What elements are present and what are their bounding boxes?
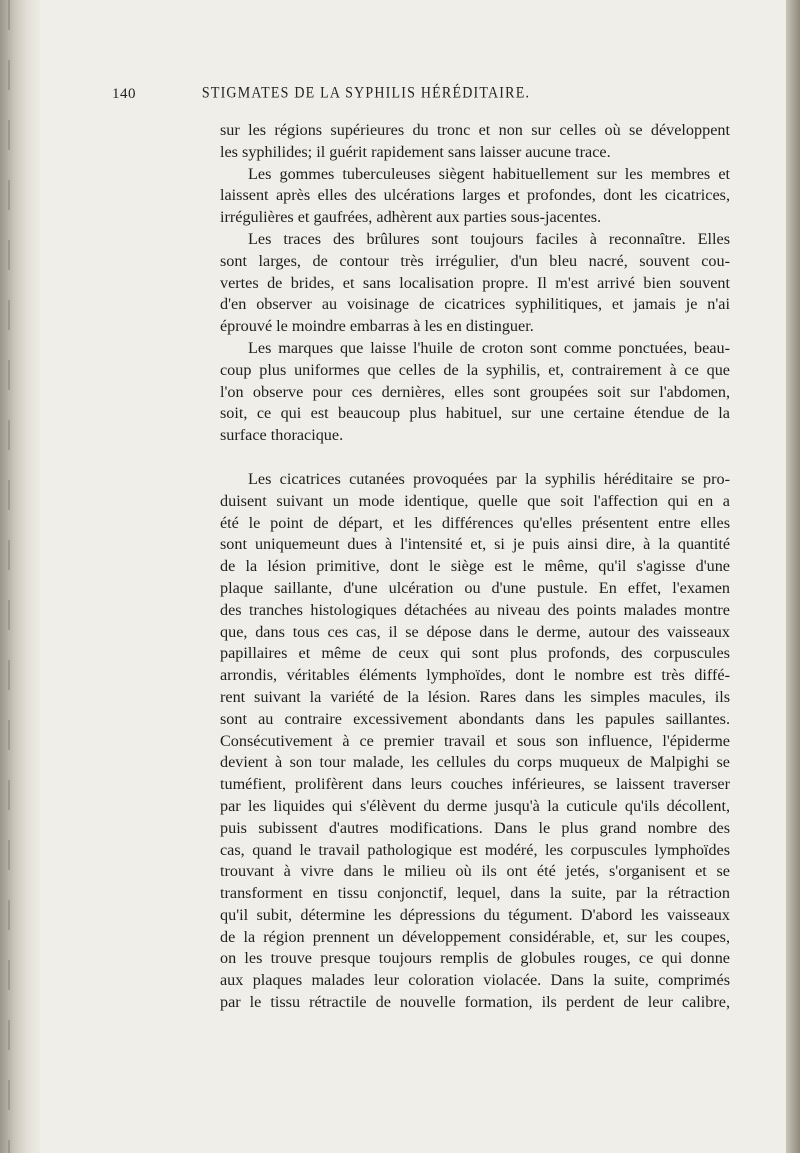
text-line: les syphilides; il guérit rapidement sans laisser aucune trace. xyxy=(220,142,611,161)
text-line: rent suivant la variété de la lésion. Rares dans les simples macules, ils xyxy=(220,687,730,706)
paragraph xyxy=(220,469,730,1014)
text-line: duisent suivant un mode identique, quelle que soit l'affection qui en a xyxy=(220,491,730,510)
text-line: de la lésion primitive, dont le siège est le même, qu'il s'agisse d'une xyxy=(220,557,730,576)
text-line: de la région prennent un développement considérable, et, sur les coupes, xyxy=(220,927,730,946)
text-line: qu'il subit, détermine les dépressions du tégument. D'abord les vaisseaux xyxy=(220,905,730,924)
text-line: plaque saillante, d'une ulcération ou d'une pustule. En effet, l'examen xyxy=(220,578,730,597)
text-line: Consécutivement à ce premier travail et sous son influence, l'épiderme xyxy=(220,731,730,750)
text-line: sont au contraire excessivement abondants dans les papules saillantes. xyxy=(220,709,730,728)
text-line: sont larges, de contour très irrégulier, d'un bleu nacré, souvent cou- xyxy=(220,251,730,270)
text-line: sur les régions supérieures du tronc et non sur celles où se développent xyxy=(220,121,730,139)
text-line: éprouvé le moindre embarras à les en distinguer. xyxy=(220,317,534,336)
text-line: soit, ce qui est beaucoup plus habituel, sur une certaine étendue de la xyxy=(220,404,730,423)
text-line: laissent après elles des ulcérations larges et profondes, dont les cicatrices, xyxy=(220,186,730,205)
text-line: trouvant à vivre dans le milieu où ils ont été jetés, s'organisent et se xyxy=(220,862,730,881)
paragraph xyxy=(220,164,730,229)
text-line: par les liquides qui s'élèvent du derme jusqu'à la cuticule qu'ils décollent, xyxy=(220,796,730,815)
text-line: par le tissu rétractile de nouvelle formation, ils perdent de leur calibre, xyxy=(220,993,730,1012)
running-title: STIGMATES DE LA SYPHILIS HÉRÉDITAIRE. xyxy=(201,85,531,102)
paragraph-gap xyxy=(220,447,730,469)
text-line: irrégulières et gaufrées, adhèrent aux parties sous-jacentes. xyxy=(220,208,602,227)
text-line: puis subissent d'autres modifications. Dans le plus grand nombre des xyxy=(220,818,730,837)
text-line: papillaires et même de ceux qui sont plus profonds, des corpuscules xyxy=(220,644,730,663)
paragraph xyxy=(220,229,730,338)
paragraph xyxy=(220,338,730,447)
text-line: on les trouve presque toujours remplis de globules rouges, ce qui donne xyxy=(220,949,730,968)
text-line: cas, quand le travail pathologique est modéré, les corpuscules lymphoïdes xyxy=(220,840,730,859)
body-text xyxy=(220,120,730,1014)
text-line: Les gommes tuberculeuses siègent habituellement sur les membres et xyxy=(248,164,730,183)
text-line: des tranches histologiques détachées au niveau des points malades montre xyxy=(220,600,730,619)
text-line: surface thoracique. xyxy=(220,426,344,445)
text-line: transforment en tissu conjonctif, lequel, dans la suite, par la rétraction xyxy=(220,884,730,903)
text-line: devient à son tour malade, les cellules du corps muqueux de Malpighi se xyxy=(220,753,730,772)
paragraph xyxy=(220,120,730,164)
text-line: coup plus uniformes que celles de la syphilis, et, contrairement à ce que xyxy=(220,360,730,379)
text-line: sont uniquemeunt dues à l'intensité et, si je puis ainsi dire, à la quantité xyxy=(220,535,730,554)
running-header xyxy=(112,86,620,108)
text-line: arrondis, véritables éléments lymphoïdes, dont le nombre est très diffé- xyxy=(220,666,730,685)
text-line: que, dans tous ces cas, il se dépose dans le derme, autour des vaisseaux xyxy=(220,622,730,641)
text-line: Les marques que laisse l'huile de croton sont comme ponctuées, beau- xyxy=(248,338,730,357)
text-line: d'en observer au voisinage de cicatrices syphilitiques, et jamais je n'ai xyxy=(220,295,730,314)
text-line: Les cicatrices cutanées provoquées par la syphilis héréditaire se pro- xyxy=(248,469,730,488)
text-line: été le point de départ, et les différences qu'elles présentent entre elles xyxy=(220,513,730,532)
text-line: tuméfient, prolifèrent dans leurs couches inférieures, se laissent traverser xyxy=(220,775,730,794)
text-line: vertes de brides, et sans localisation propre. Il m'est arrivé bien souvent xyxy=(220,273,730,292)
text-line: aux plaques malades leur coloration violacée. Dans la suite, comprimés xyxy=(220,971,730,990)
text-line: Les traces des brûlures sont toujours faciles à reconnaître. Elles xyxy=(248,229,730,248)
page-edge xyxy=(786,0,800,1153)
text-line: l'on observe pour ces dernières, elles sont groupées soit sur l'abdomen, xyxy=(220,382,730,401)
page-number: 140 xyxy=(112,86,136,102)
book-gutter xyxy=(0,0,40,1153)
